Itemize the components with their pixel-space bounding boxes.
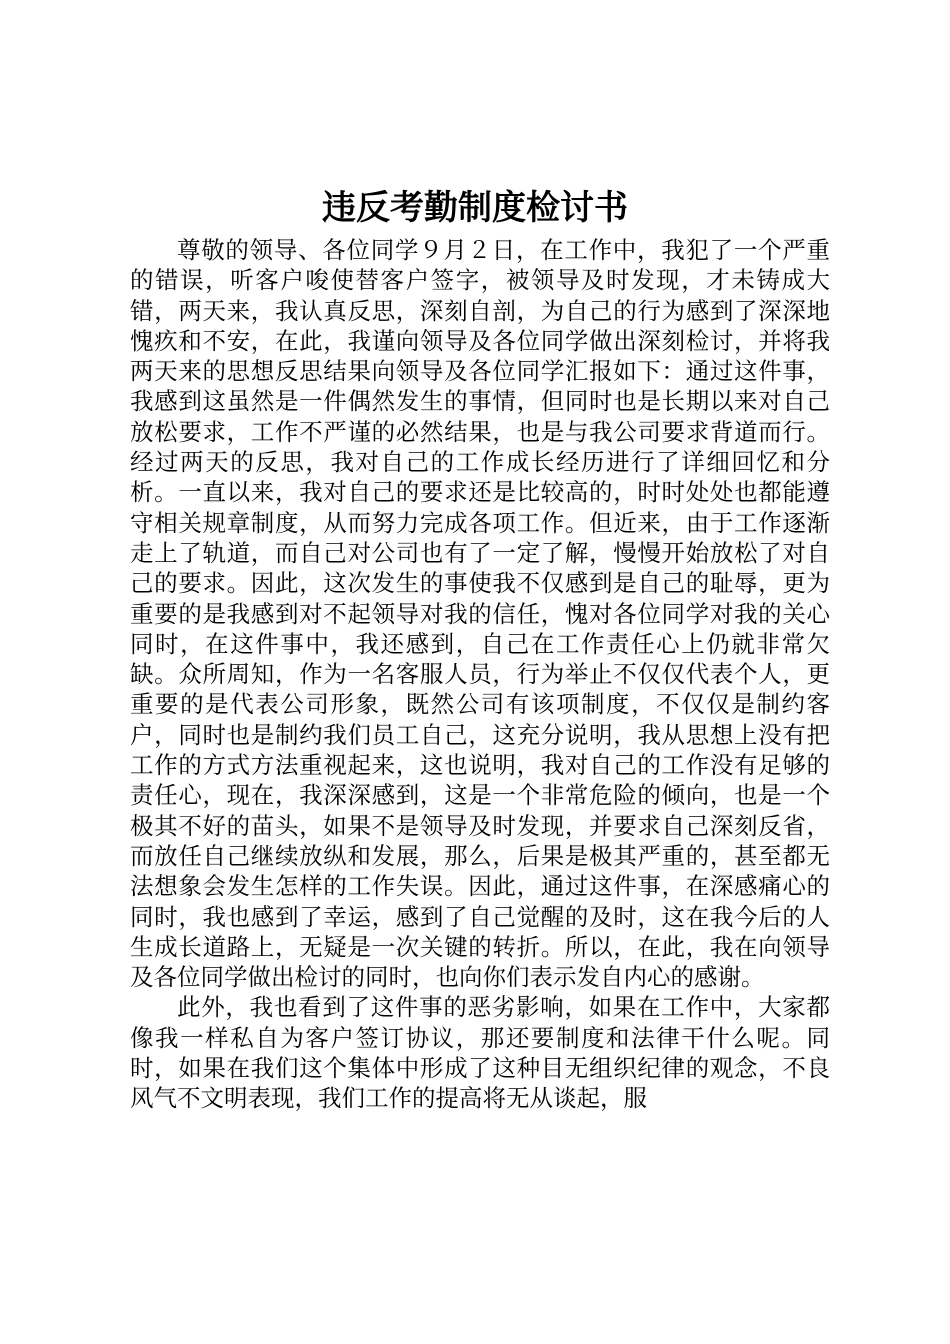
paragraph-2: 此外，我也看到了这件事的恶劣影响，如果在工作中，大家都像我一样私自为客户签订协议，那还要制度和法律干什么呢。同时，如果在我们这个集体中形成了这种目无组织纪律的观念，不良风气不文明表现，我们工作的提高将无从谈起，服 xyxy=(130,993,830,1113)
paragraph-1: 尊敬的领导、各位同学９月２日，在工作中，我犯了一个严重的错误，听客户唆使替客户签字，被领导及时发现，才未铸成大错，两天来，我认真反思，深刻自剖，为自己的行为感到了深深地愧疚和不安，在此，我谨向领导及各位同学做出深刻检讨，并将我两天来的思想反思结果向领导及各位同学汇报如下：通过这件事，我感到这虽然是一件偶然发生的事情，但同时也是长期以来对自己放松要求，工作不严谨的必然结果，也是与我公司要求背道而行。经过两天的反思，我对自己的工作成长经历进行了详细回忆和分析。一直以来，我对自己的要求还是比较高的，时时处处也都能遵守相关规章制度，从而努力完成各项工作。但近来，由于工作逐渐走上了轨道，而自己对公司也有了一定了解，慢慢开始放松了对自己的要求。因此，这次发生的事使我不仅感到是自己的耻辱，更为重要的是我感到对不起领导对我的信任，愧对各位同学对我的关心同时，在这件事中，我还感到，自己在工作责任心上仍就非常欠缺。众所周知，作为一名客服人员，行为举止不仅仅代表个人，更重要的是代表公司形象，既然公司有该项制度，不仅仅是制约客户，同时也是制约我们员工自己，这充分说明，我从思想上没有把工作的方式方法重视起来，这也说明，我对自己的工作没有足够的责任心，现在，我深深感到，这是一个非常危险的倾向，也是一个极其不好的苗头，如果不是领导及时发现，并要求自己深刻反省，而放任自己继续放纵和发展，那么，后果是极其严重的，甚至都无法想象会发生怎样的工作失误。因此，通过这件事，在深感痛心的同时，我也感到了幸运，感到了自己觉醒的及时，这在我今后的人生成长道路上，无疑是一次关键的转折。所以，在此，我在向领导及各位同学做出检讨的同时，也向你们表示发自内心的感谢。 xyxy=(130,236,830,992)
document-body xyxy=(130,235,830,1114)
document-title: 违反考勤制度检讨书 xyxy=(322,188,628,228)
